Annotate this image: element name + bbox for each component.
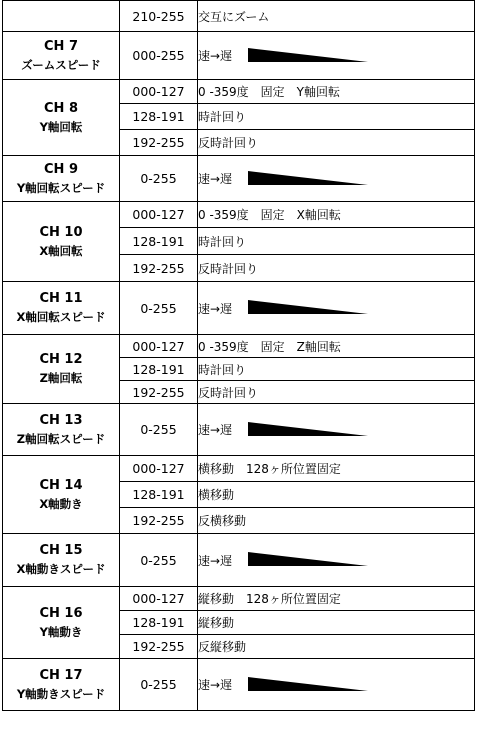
channel-number: CH 15 — [39, 543, 83, 558]
channel-number: CH 14 — [39, 477, 83, 493]
dmx-range-value: 0-255 — [120, 156, 198, 202]
channel-number: CH 17 — [39, 667, 83, 683]
channel-function-name: X軸回転 — [39, 243, 83, 258]
speed-ramp-triangle — [248, 48, 368, 62]
channel-number: CH 10 — [39, 224, 83, 240]
speed-ramp-triangle — [248, 300, 368, 314]
speed-ramp-icon — [248, 300, 368, 316]
speed-label-group — [198, 47, 474, 64]
channel-cell — [3, 587, 120, 659]
table-row — [3, 80, 475, 104]
speed-ramp-icon — [248, 171, 368, 187]
function-description: 横移動 128ヶ所位置固定 — [198, 456, 475, 482]
dmx-range-value: 000-255 — [120, 32, 198, 80]
dmx-range-value: 128-191 — [120, 228, 198, 255]
channel-cell — [3, 659, 120, 711]
speed-ramp-icon — [248, 48, 368, 64]
dmx-range-value: 000-127 — [120, 202, 198, 228]
dmx-channel-table-body — [3, 1, 475, 711]
dmx-range-value: 000-127 — [120, 587, 198, 611]
speed-ramp-icon — [248, 422, 368, 438]
dmx-range-value: 210-255 — [120, 1, 198, 32]
table-row — [3, 335, 475, 358]
channel-function-name: Y軸回転スピード — [16, 180, 106, 195]
speed-description — [198, 156, 475, 202]
speed-ramp-triangle — [248, 171, 368, 185]
function-description: 縦移動 128ヶ所位置固定 — [198, 587, 475, 611]
channel-number: CH 13 — [39, 412, 83, 428]
function-description: 交互にズーム — [198, 1, 475, 32]
speed-label-group — [198, 300, 474, 317]
speed-description — [198, 32, 475, 80]
dmx-channel-table — [2, 0, 475, 711]
dmx-range-value: 192-255 — [120, 508, 198, 534]
function-description: 時計回り — [198, 228, 475, 255]
channel-cell — [3, 335, 120, 404]
dmx-range-value: 192-255 — [120, 381, 198, 404]
function-description: 縦移動 — [198, 611, 475, 635]
function-description: 0 -359度 固定 Z軸回転 — [198, 335, 475, 358]
channel-function-name: ズームスピード — [21, 57, 101, 72]
function-description: 0 -359度 固定 X軸回転 — [198, 202, 475, 228]
speed-label-group — [198, 421, 474, 438]
speed-label-group — [198, 552, 474, 569]
channel-number: CH 9 — [44, 161, 78, 177]
channel-function-name: Y軸回転 — [39, 119, 83, 134]
table-row — [3, 1, 475, 32]
speed-label: 速→遅 — [198, 172, 233, 186]
dmx-range-value: 128-191 — [120, 482, 198, 508]
channel-function-name: Z軸回転 — [39, 371, 83, 385]
speed-description — [198, 659, 475, 711]
speed-label-group — [198, 676, 474, 693]
dmx-range-value: 0-255 — [120, 659, 198, 711]
speed-description — [198, 534, 475, 587]
speed-label: 速→遅 — [198, 423, 233, 437]
channel-function-name: X軸回転スピード — [16, 310, 106, 324]
channel-cell — [3, 202, 120, 282]
channel-cell — [3, 80, 120, 156]
speed-ramp-triangle — [248, 422, 368, 436]
table-row — [3, 659, 475, 711]
table-row — [3, 404, 475, 456]
speed-ramp-icon — [248, 552, 368, 568]
speed-ramp-icon — [248, 677, 368, 693]
channel-number: CH 11 — [39, 291, 83, 306]
dmx-range-value: 0-255 — [120, 404, 198, 456]
speed-label: 速→遅 — [198, 553, 233, 568]
dmx-range-value: 0-255 — [120, 282, 198, 335]
channel-cell — [3, 456, 120, 534]
channel-function-name: X軸動き — [39, 496, 83, 511]
empty-channel-cell — [3, 1, 120, 32]
channel-cell — [3, 404, 120, 456]
dmx-range-value: 000-127 — [120, 80, 198, 104]
speed-label: 速→遅 — [198, 49, 233, 63]
channel-function-name: Y軸動きスピード — [16, 686, 106, 701]
dmx-range-value: 192-255 — [120, 130, 198, 156]
speed-ramp-triangle — [248, 552, 368, 566]
table-row — [3, 282, 475, 335]
channel-cell — [3, 282, 120, 335]
channel-number: CH 8 — [44, 100, 78, 116]
function-description: 時計回り — [198, 104, 475, 130]
speed-label-group — [198, 170, 474, 187]
table-row — [3, 32, 475, 80]
function-description: 反時計回り — [198, 255, 475, 282]
function-description: 反時計回り — [198, 381, 475, 404]
channel-cell — [3, 156, 120, 202]
dmx-range-value: 128-191 — [120, 358, 198, 381]
function-description: 0 -359度 固定 Y軸回転 — [198, 80, 475, 104]
speed-description — [198, 404, 475, 456]
channel-number: CH 7 — [44, 38, 78, 54]
table-row — [3, 587, 475, 611]
channel-cell — [3, 534, 120, 587]
channel-function-name: X軸動きスピード — [16, 562, 106, 576]
dmx-range-value: 128-191 — [120, 104, 198, 130]
table-row — [3, 156, 475, 202]
dmx-range-value: 000-127 — [120, 335, 198, 358]
speed-label: 速→遅 — [198, 678, 233, 692]
channel-function-name: Y軸動き — [39, 624, 83, 639]
function-description: 反横移動 — [198, 508, 475, 534]
table-row — [3, 534, 475, 587]
function-description: 反縦移動 — [198, 635, 475, 659]
speed-description — [198, 282, 475, 335]
dmx-range-value: 192-255 — [120, 635, 198, 659]
speed-label: 速→遅 — [198, 301, 233, 316]
channel-cell — [3, 32, 120, 80]
dmx-range-value: 192-255 — [120, 255, 198, 282]
channel-function-name: Z軸回転スピード — [16, 431, 106, 446]
dmx-range-value: 0-255 — [120, 534, 198, 587]
function-description: 横移動 — [198, 482, 475, 508]
dmx-range-value: 000-127 — [120, 456, 198, 482]
table-row — [3, 202, 475, 228]
channel-number: CH 16 — [39, 605, 83, 621]
function-description: 時計回り — [198, 358, 475, 381]
speed-ramp-triangle — [248, 677, 368, 691]
table-row — [3, 456, 475, 482]
function-description: 反時計回り — [198, 130, 475, 156]
channel-number: CH 12 — [39, 352, 83, 367]
dmx-range-value: 128-191 — [120, 611, 198, 635]
